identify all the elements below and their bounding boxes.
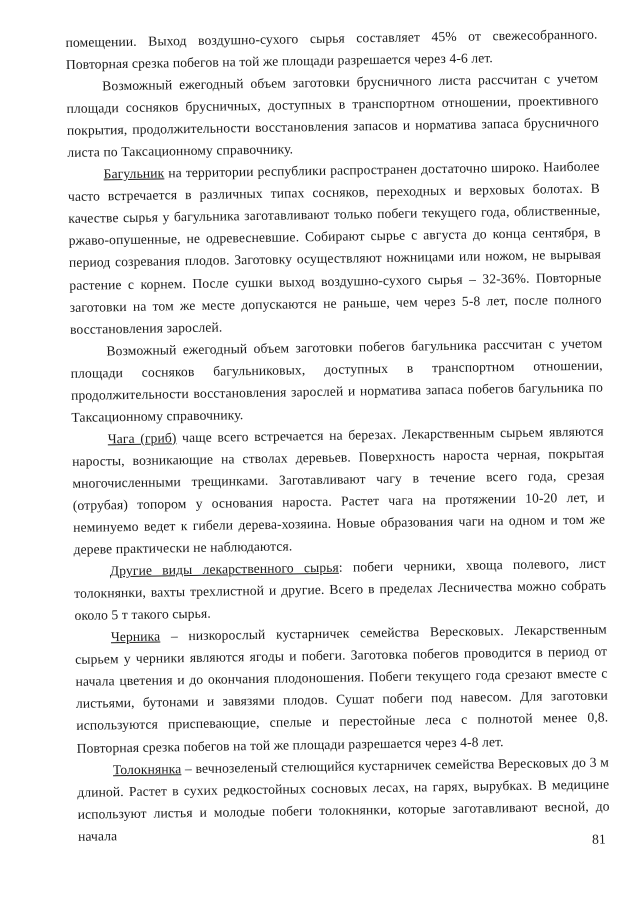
paragraph-text: – низкорослый кустарничек семейства Вересковых. Лекарственным сырьем у черники являются ягоды и побеги. Заготовка побегов проводится в период от начала цветения и до окончания плодоношения. Побеги текущего года срезают вместе с листьями, бутонами и завязями плодов. Сушат побеги под навесом. Для заготовки используются приспевающие, спелые и перестойные леса с полнотой менее 0,8. Повторная срезка побегов на той же площади разрешается через 4-8 лет. — [75, 621, 609, 756]
body-text — [65, 24, 610, 848]
paragraph-text: помещении. Выход воздушно-сухого сырья составляет 45% от свежесобранного. Повторная срезка побегов на той же площади разрешается через 4-6 лет. — [65, 26, 598, 72]
paragraph-text: чаще всего встречается на березах. Лекарственным сырьем являются наросты, возникающие на стволах деревьев. Поверхность нароста черная, покрытая многочисленными трещинками. Заготавливают чагу в течение всего года, срезая (отрубая) топором у основания нароста. Растет чага на протяжении 10-20 лет, и неминуемо ведет к гибели дерева-хозяина. Новые образования чаги на одном и том же дереве практически не наблюдаются. — [71, 423, 606, 557]
section-heading: Другие виды лекарственного сырья — [109, 559, 339, 579]
paragraph-bagulnik — [67, 156, 602, 341]
paragraph — [66, 68, 599, 165]
paragraph-text: на территории республики распространен достаточно широко. Наиболее часто встречается в различных типах сосняков, переходных и верховых болотах. В качестве сырья у багульника заготавливают только побеги текущего года, облиственные, ржаво-опушенные, не одревесневшие. Собирают сырье с августа до конца сентября, в период созревания плодов. Заготовку осуществляют ножницами или ножом, не вырывая растение с корнем. После сушки выход воздушно-сухого сырья – 32-36%. Повторные заготовки на том же месте допускаются не раньше, чем через 5-8 лет, после полного восстановления зарослей. — [67, 158, 602, 337]
paragraph-text: : побеги черники, хвоща полевого, лист толокнянки, вахты трехлистной и другие. Всего в пределах Лесничества можно собрать около 5 т такого сырья. — [74, 555, 607, 624]
page-number: 81 — [591, 831, 606, 847]
paragraph-text: Возможный ежегодный объем заготовки брусничного листа рассчитан с учетом площади сосняков брусничных, доступных в транспортном отношении, проективного покрытия, продолжительности восстановления запасов и норматива запаса брусничного листа по Таксационному справочнику. — [66, 70, 599, 161]
paragraph-chaga — [72, 420, 606, 561]
section-heading: Чага (гриб) — [107, 430, 177, 447]
paragraph-text: Возможный ежегодный объем заготовки побегов багульника рассчитан с учетом площади сосняков багульниковых, доступных в транспортном отношении, продолжительности восстановления зарослей и норматива запаса побегов багульника по Таксационному справочнику. — [70, 335, 604, 425]
section-heading: Черника — [110, 628, 161, 645]
section-heading: Толокнянка — [112, 760, 182, 777]
paragraph — [70, 332, 603, 429]
section-heading: Багульник — [103, 165, 165, 182]
paragraph-toloknyanka — [77, 751, 610, 848]
paragraph-chernika — [75, 619, 609, 760]
paragraph-other — [74, 553, 607, 627]
paragraph-text: – вечнозеленый стелющийся кустарничек семейства Вересковых до 3 м длиной. Растет в сухих редкостойных сосновых лесах, на гарях, вырубках. В медицине используют листья и молодые побеги толокнянки, которые заготавливают весной, до начала — [77, 754, 610, 844]
